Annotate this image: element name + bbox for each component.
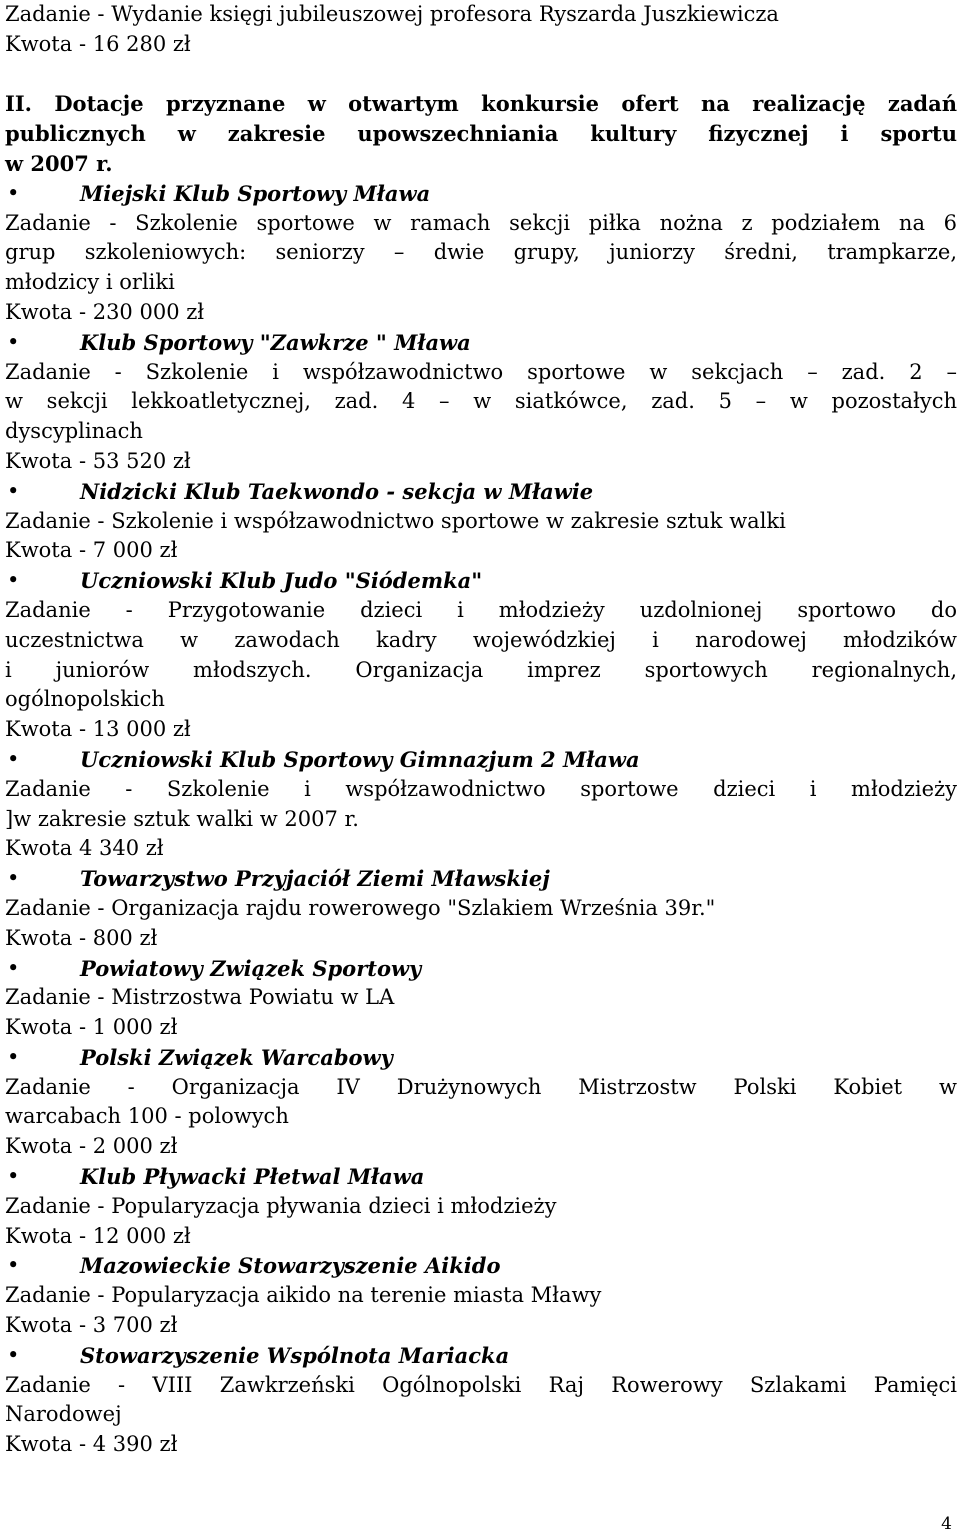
- entry-amount: Kwota - 13 000 zł: [5, 717, 191, 742]
- organization-name: Stowarzyszenie Wspólnota Mariacka: [80, 1342, 510, 1368]
- entry-organization: [5, 1043, 957, 1073]
- section-heading-line2: publicznych w zakresie upowszechniania kultury fizycznej i sportu: [5, 121, 957, 147]
- bullet-icon: •: [7, 329, 20, 354]
- organization-name: Polski Związek Warcabowy: [80, 1044, 393, 1070]
- bullet-icon: •: [7, 1253, 20, 1278]
- entry-task-line: grup szkoleniowych: seniorzy – dwie grupy, juniorzy średni, trampkarze,: [5, 240, 957, 265]
- entry-organization: [5, 954, 957, 984]
- entry-task-line: Narodowej: [5, 1402, 122, 1427]
- entry-task-line: młodzicy i orliki: [5, 270, 175, 295]
- bullet-icon: •: [7, 955, 20, 980]
- intro-amount: Kwota - 16 280 zł: [5, 31, 191, 56]
- spacer: [5, 60, 957, 90]
- entry-amount: Kwota - 1 000 zł: [5, 1015, 178, 1040]
- entry-task-line: Zadanie - VIII Zawkrzeński Ogólnopolski Raj Rowerowy Szlakami Pamięci: [5, 1372, 957, 1397]
- entries-list: [5, 179, 957, 1460]
- entry-amount: Kwota - 4 390 zł: [5, 1432, 178, 1457]
- entry-task-line: Zadanie - Szkolenie i współzawodnictwo sportowe w zakresie sztuk walki: [5, 508, 786, 533]
- entry-task-line: dyscyplinach: [5, 419, 143, 444]
- entry-task-line: Zadanie - Popularyzacja pływania dzieci i młodzieży: [5, 1193, 557, 1218]
- organization-name: Klub Sportowy "Zawkrze " Mława: [80, 329, 471, 355]
- entry-organization: [5, 1341, 957, 1371]
- entry-task-line: Zadanie - Mistrzostwa Powiatu w LA: [5, 985, 395, 1010]
- entry-task-line: ogólnopolskich: [5, 687, 165, 712]
- intro-task: Zadanie - Wydanie księgi jubileuszowej profesora Ryszarda Juszkiewicza: [5, 2, 779, 26]
- document-page: [5, 0, 957, 1460]
- entry-amount: Kwota - 2 000 zł: [5, 1134, 178, 1159]
- organization-name: Uczniowski Klub Sportowy Gimnazjum 2 Mława: [80, 746, 640, 772]
- bullet-icon: •: [7, 746, 20, 771]
- entry-amount: Kwota - 3 700 zł: [5, 1313, 178, 1338]
- entry-organization: [5, 745, 957, 775]
- entry-task-line: Zadanie - Organizacja rajdu rowerowego "Szlakiem Września 39r.": [5, 895, 716, 920]
- organization-name: Powiatowy Związek Sportowy: [80, 955, 422, 981]
- entry-amount: Kwota - 53 520 zł: [5, 448, 191, 473]
- entry-task-line: w sekcji lekkoatletycznej, zad. 4 – w siatkówce, zad. 5 – w pozostałych: [5, 389, 957, 414]
- bullet-icon: •: [7, 866, 20, 891]
- organization-name: Towarzystwo Przyjaciół Ziemi Mławskiej: [80, 866, 550, 892]
- entry-task-line: Zadanie - Szkolenie i współzawodnictwo sportowe w sekcjach – zad. 2 –: [5, 359, 957, 384]
- entry-task-line: uczestnictwa w zawodach kadry wojewódzkiej i narodowej młodzików: [5, 627, 957, 652]
- bullet-icon: •: [7, 1164, 20, 1189]
- bullet-icon: •: [7, 1342, 20, 1367]
- entry-organization: [5, 179, 957, 209]
- entry-organization: [5, 1251, 957, 1281]
- organization-name: Mazowieckie Stowarzyszenie Aikido: [80, 1253, 501, 1279]
- bullet-icon: •: [7, 478, 20, 503]
- entry-amount: Kwota - 12 000 zł: [5, 1223, 191, 1248]
- entry-organization: [5, 566, 957, 596]
- entry-amount: Kwota - 230 000 zł: [5, 299, 205, 324]
- section-heading-line1: II. Dotacje przyznane w otwartym konkursie ofert na realizację zadań: [5, 91, 957, 117]
- entry-task-line: Zadanie - Popularyzacja aikido na terenie miasta Mławy: [5, 1283, 602, 1308]
- bullet-icon: •: [7, 180, 20, 205]
- organization-name: Miejski Klub Sportowy Mława: [80, 180, 431, 206]
- entry-amount: Kwota - 7 000 zł: [5, 538, 178, 563]
- entry-organization: [5, 477, 957, 507]
- entry-organization: [5, 1162, 957, 1192]
- entry-amount: Kwota 4 340 zł: [5, 836, 164, 861]
- entry-task-line: Zadanie - Przygotowanie dzieci i młodzieży uzdolnionej sportowo do: [5, 597, 957, 622]
- entry-organization: [5, 328, 957, 358]
- organization-name: Nidzicki Klub Taekwondo - sekcja w Mławie: [80, 478, 594, 504]
- entry-task-line: ]w zakresie sztuk walki w 2007 r.: [5, 806, 359, 831]
- entry-organization: [5, 864, 957, 894]
- bullet-icon: •: [7, 1044, 20, 1069]
- organization-name: Klub Pływacki Płetwal Mława: [80, 1164, 425, 1190]
- section-heading-line3: w 2007 r.: [5, 150, 113, 176]
- entry-task-line: warcabach 100 - polowych: [5, 1104, 289, 1129]
- entry-amount: Kwota - 800 zł: [5, 925, 158, 950]
- entry-task-line: Zadanie - Organizacja IV Drużynowych Mistrzostw Polski Kobiet w: [5, 1074, 957, 1099]
- entry-task-line: Zadanie - Szkolenie sportowe w ramach sekcji piłka nożna z podziałem na 6: [5, 210, 957, 235]
- bullet-icon: •: [7, 568, 20, 593]
- organization-name: Uczniowski Klub Judo "Siódemka": [80, 568, 483, 594]
- page-number: 4: [941, 1514, 952, 1534]
- entry-task-line: i juniorów młodszych. Organizacja imprez sportowych regionalnych,: [5, 657, 957, 682]
- entry-task-line: Zadanie - Szkolenie i współzawodnictwo sportowe dzieci i młodzieży: [5, 776, 957, 801]
